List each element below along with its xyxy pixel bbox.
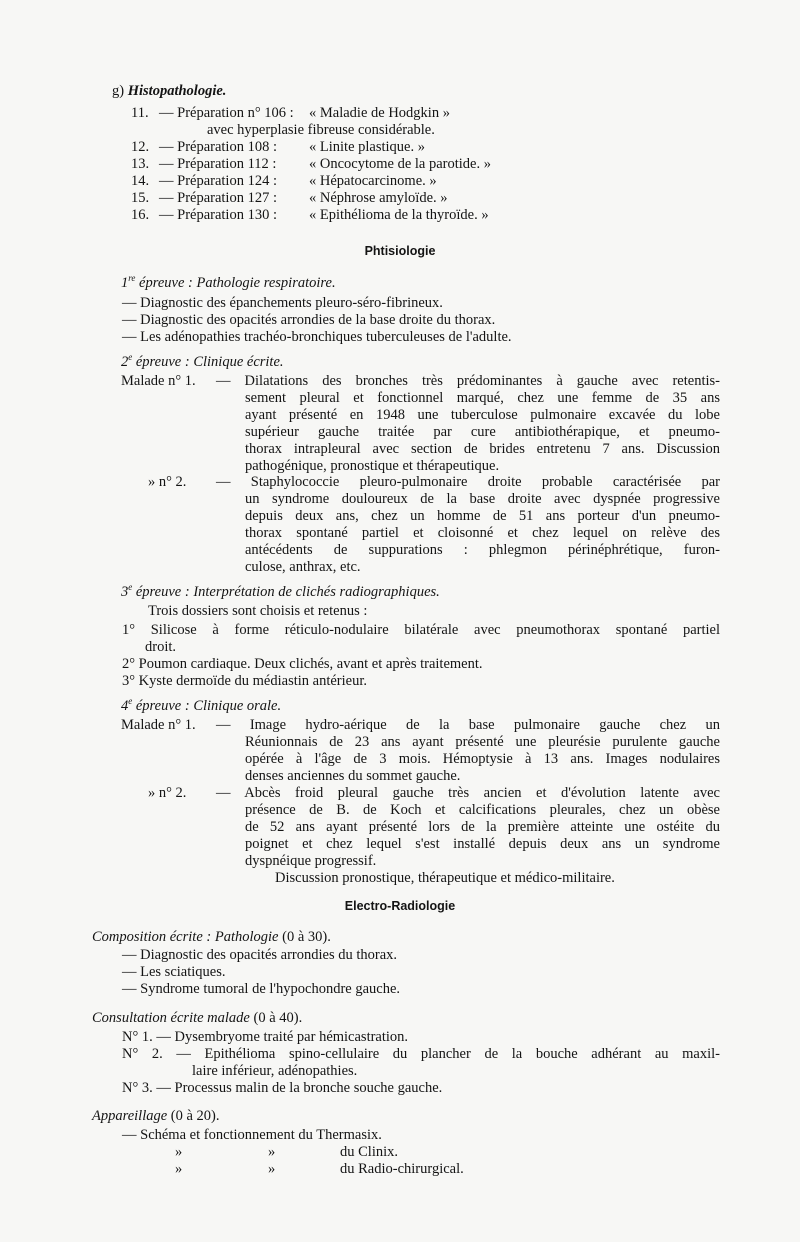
histo-letter: g): [112, 83, 125, 99]
histo-item: 12.: [131, 139, 150, 155]
malade-1-line: ayant présenté en 1948 une tuberculose pulmonaire excavée du lobe: [245, 407, 720, 423]
malade-1-label: Malade n° 1.: [121, 373, 196, 389]
malade-1-line: pathogénique, pronostique et thérapeutique.: [245, 458, 500, 474]
section-title-electro-radiologie: Electro-Radiologie: [344, 899, 456, 913]
histo-item-prep: — Préparation 127 :: [159, 190, 277, 206]
appareillage-item: du Radio-chirurgical.: [340, 1161, 464, 1177]
composition-item: — Les sciatiques.: [122, 964, 226, 980]
malade-2-label: » n° 2.: [148, 785, 187, 801]
histo-item-prep: — Préparation n° 106 :: [159, 105, 294, 121]
ditto-mark: »: [175, 1161, 183, 1177]
histo-item-prep: — Préparation 130 :: [159, 207, 277, 223]
consultation-item: laire inférieur, adénopathies.: [192, 1063, 358, 1079]
epreuve-3-intro: Trois dossiers sont choisis et retenus :: [148, 603, 368, 619]
histo-item-prep: — Préparation 124 :: [159, 173, 277, 189]
malade-1-label: Malade n° 1.: [121, 717, 196, 733]
malade-2-line: un syndrome douloureux de la base droite avec dyspnée progressive: [245, 491, 720, 507]
histo-item: 15.: [131, 190, 150, 206]
malade-2-line: dyspnéique progressif.: [245, 853, 377, 869]
malade-2-label: » n° 2.: [148, 474, 187, 490]
appareillage-item: — Schéma et fonctionnement du Thermasix.: [122, 1127, 382, 1143]
epreuve-1-item: — Diagnostic des épanchements pleuro-séro-fibrineux.: [122, 295, 443, 311]
consultation-item: N° 1. — Dysembryome traité par hémicastration.: [122, 1029, 409, 1045]
consultation-item: N° 3. — Processus malin de la bronche souche gauche.: [122, 1080, 443, 1096]
epreuve-3-heading: 3e épreuve : Interprétation de clichés radiographiques.: [121, 582, 440, 600]
histo-item-title: « Epithélioma de la thyroïde. »: [309, 207, 489, 223]
histo-item-title: « Linite plastique. »: [309, 139, 425, 155]
histo-item-title: « Néphrose amyloïde. »: [309, 190, 448, 206]
composition-item: — Syndrome tumoral de l'hypochondre gauche.: [122, 981, 401, 997]
epreuve-1-item: — Diagnostic des opacités arrondies de la base droite du thorax.: [122, 312, 496, 328]
malade-2-line: de 52 ans ayant présenté lors de la première atteinte une ostéite du: [245, 819, 720, 835]
histo-item-title: « Oncocytome de la parotide. »: [309, 156, 491, 172]
consultation-heading: Consultation écrite malade (0 à 40).: [92, 1010, 303, 1026]
malade-2-line: présence de B. de Koch et calcifications pleurales, chez un obèse: [245, 802, 720, 818]
histo-item: 13.: [131, 156, 150, 172]
malade-1-line: sement pleural et fonctionnel marqué, chez une femme de 35 ans: [245, 390, 720, 406]
malade-1-line: — Image hydro-aérique de la base pulmonaire gauche chez un: [216, 717, 720, 733]
ditto-mark: »: [175, 1144, 183, 1160]
epreuve-4-heading: 4e épreuve : Clinique orale.: [121, 696, 282, 714]
histo-title: Histopathologie.: [127, 83, 227, 99]
malade-1-line: Réunionnais de 23 ans ayant présenté une pleurésie purulente gauche: [245, 734, 720, 750]
composition-heading: Composition écrite : Pathologie (0 à 30).: [92, 929, 331, 945]
histo-item: 16.: [131, 207, 150, 223]
malade-1-line: opérée à l'âge de 3 mois. Hémoptysie à 13 ans. Images nodulaires: [245, 751, 720, 767]
epreuve-1-item: — Les adénopathies trachéo-bronchiques tuberculeuses de l'adulte.: [122, 329, 512, 345]
ditto-mark: »: [268, 1161, 276, 1177]
section-title-phtisiologie: Phtisiologie: [364, 244, 436, 258]
malade-1-line: supérieur gauche traitée par cure antibiothérapique, et pneumo-: [245, 424, 720, 440]
histo-item-title: « Hépatocarcinome. »: [309, 173, 437, 189]
histo-item-cont: avec hyperplasie fibreuse considérable.: [207, 122, 435, 138]
ditto-mark: »: [268, 1144, 276, 1160]
histo-item: 14.: [131, 173, 150, 189]
malade-1-line: denses anciennes du sommet gauche.: [245, 768, 461, 784]
epreuve-1-heading: 1re épreuve : Pathologie respiratoire.: [121, 273, 336, 291]
malade-2-line: depuis deux ans, chez un homme de 51 ans porteur d'un pneumo-: [245, 508, 720, 524]
composition-item: — Diagnostic des opacités arrondies du thorax.: [122, 947, 398, 963]
histo-item-title: « Maladie de Hodgkin »: [309, 105, 450, 121]
malade-2-line: thorax spontané partiel et cloisonné et chez lequel on relève des: [245, 525, 720, 541]
malade-1-line: thorax intrapleural avec section de brides entretenu 7 ans. Discussion: [245, 441, 720, 457]
epreuve-2-heading: 2e épreuve : Clinique écrite.: [121, 352, 284, 370]
cliche-item: droit.: [145, 639, 177, 655]
histo-item-prep: — Préparation 112 :: [159, 156, 277, 172]
discussion-line: Discussion pronostique, thérapeutique et médico-militaire.: [275, 870, 615, 886]
malade-2-line: culose, anthrax, etc.: [245, 559, 361, 575]
cliche-item: 3° Kyste dermoïde du médiastin antérieur.: [122, 673, 367, 689]
consultation-item: N° 2. — Epithélioma spino-cellulaire du plancher de la bouche adhérant au maxil-: [122, 1046, 720, 1062]
malade-1-line: — Dilatations des bronches très prédominantes à gauche avec retentis-: [216, 373, 720, 389]
histo-item: 11.: [131, 105, 149, 121]
appareillage-heading: Appareillage (0 à 20).: [92, 1108, 220, 1124]
malade-2-line: — Staphylococcie pleuro-pulmonaire droite probable caractérisée par: [216, 474, 720, 490]
malade-2-line: antécédents de suppurations : phlegmon périnéphrétique, furon-: [245, 542, 720, 558]
malade-2-line: — Abcès froid pleural gauche très ancien et d'évolution latente avec: [216, 785, 720, 801]
cliche-item: 2° Poumon cardiaque. Deux clichés, avant et après traitement.: [122, 656, 483, 672]
appareillage-item: du Clinix.: [340, 1144, 399, 1160]
cliche-item: 1° Silicose à forme réticulo-nodulaire bilatérale avec pneumothorax spontané partiel: [122, 622, 720, 638]
histo-heading: [112, 83, 226, 99]
malade-2-line: poignet et chez lequel s'est installé depuis deux ans un syndrome: [245, 836, 720, 852]
histo-item-prep: — Préparation 108 :: [159, 139, 277, 155]
